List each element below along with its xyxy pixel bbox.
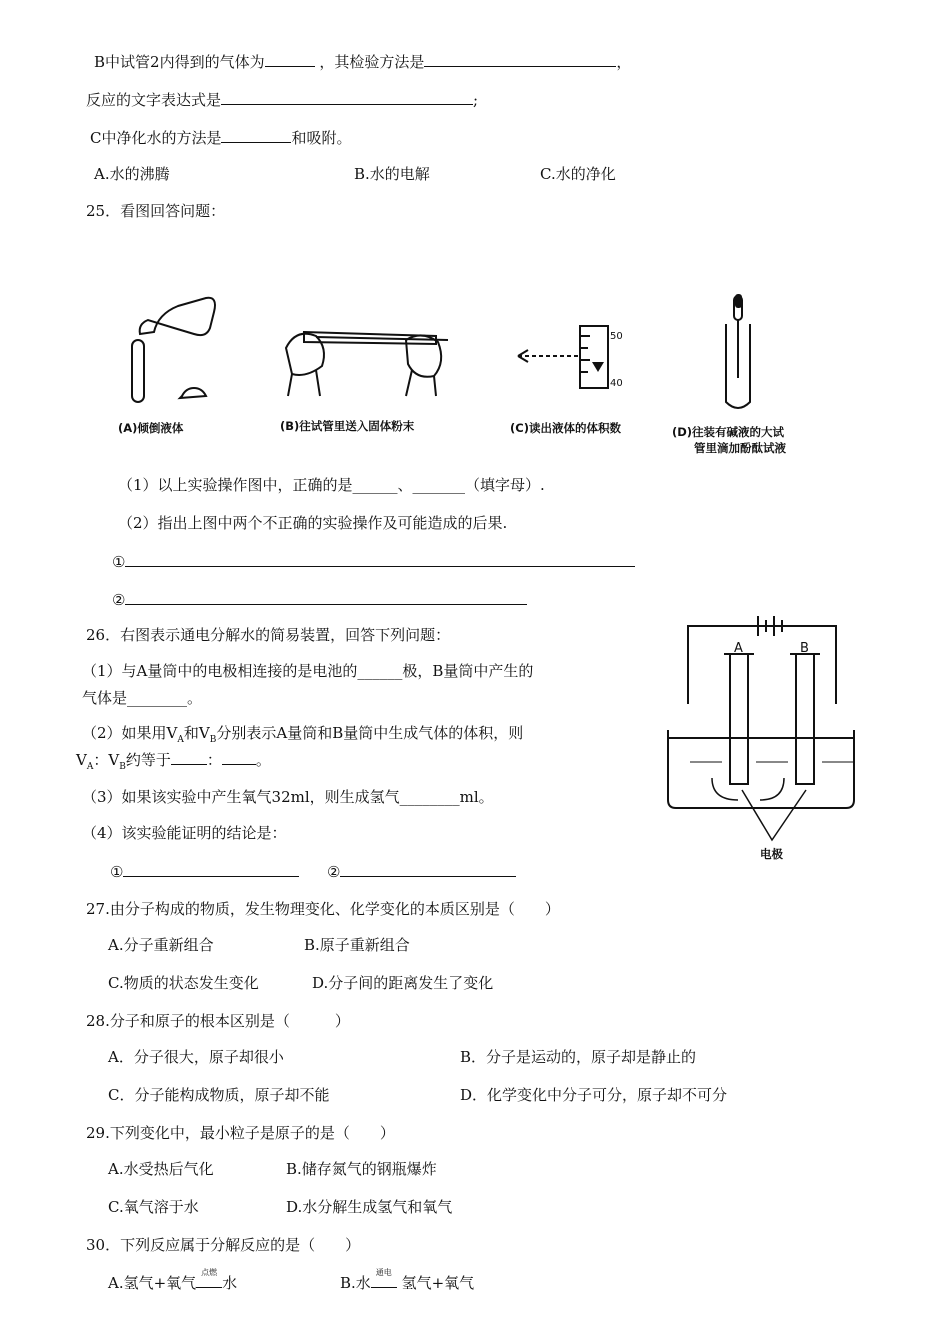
q30-option-b: B.水 通电 氢气+氧气 [340, 1268, 475, 1292]
q24-option-a: A.水的沸腾 [94, 165, 170, 183]
q29-option-b: B.储存氮气的钢瓶爆炸 [286, 1160, 437, 1178]
caption-d-line2: 管里滴加酚酞试液 [694, 441, 786, 455]
scale-50: 50 [610, 331, 623, 342]
wrist-lines [288, 370, 436, 396]
q29-option-d: D.水分解生成氢气和氧气 [286, 1198, 453, 1216]
q25-sub1: （1）以上实验操作图中，正确的是______、_______（填字母）. [118, 476, 545, 494]
answer-blank[interactable] [265, 50, 315, 67]
cylinder-b-shape [796, 654, 814, 784]
answer-blank[interactable] [171, 748, 207, 765]
answer-blank[interactable] [125, 550, 635, 567]
label-b: B [800, 641, 809, 656]
meniscus-marker [592, 362, 604, 372]
answer-blank[interactable] [123, 860, 299, 877]
reaction-condition: 通电 [371, 1272, 397, 1294]
caption-a: (A)倾倒液体 [118, 421, 184, 435]
q30-option-a: A.氢气+氧气 点燃 水 [108, 1268, 238, 1292]
q25-title: 25．看图回答问题： [86, 202, 226, 220]
q27-option-d: D.分子间的距离发生了变化 [312, 974, 494, 992]
q26-sub2a: （2）如果用$V_A$和$V_B$分别表示A量筒和B量筒中生成气体的体积，则 [82, 724, 524, 745]
caption-b: (B)往试管里送入固体粉末 [280, 419, 415, 433]
q27-title: 27.由分子构成的物质，发生物理变化、化学变化的本质区别是（ ） [86, 900, 560, 918]
figure-adding-powder [276, 318, 466, 438]
reagent-bottle-shape [140, 298, 215, 335]
q28-option-c: C．分子能构成物质，原子却不能 [108, 1086, 330, 1104]
q27-option-b: B.原子重新组合 [304, 936, 410, 954]
q26-conclusion-row: ① ② [110, 860, 516, 883]
q30-title: 30．下列反应属于分解反应的是（ ） [86, 1236, 361, 1254]
q24-line2: 反应的文字表达式是 ; [86, 88, 478, 111]
scale-40: 40 [610, 378, 623, 389]
answer-blank[interactable] [424, 50, 616, 67]
figure-adding-indicator [670, 284, 810, 459]
answer-blank[interactable] [340, 860, 516, 877]
label-a: A [734, 641, 743, 656]
q29-title: 29.下列变化中，最小粒子是原子的是（ ） [86, 1124, 395, 1142]
q26-sub4: （4）该实验能证明的结论是： [82, 824, 287, 842]
q25-sub2: （2）指出上图中两个不正确的实验操作及可能造成的后果. [118, 514, 508, 532]
q29-option-c: C.氧气溶于水 [108, 1198, 199, 1216]
q26-sub1a: （1）与A量筒中的电极相连接的是电池的______极，B量筒中产生的 [82, 662, 534, 680]
answer-blank[interactable] [221, 126, 291, 143]
q24-line1: B中试管2内得到的气体为 ，其检验方法是 ， [94, 50, 631, 73]
bottle-stopper-shape [180, 388, 206, 398]
q24-option-c: C.水的净化 [540, 165, 616, 183]
water-trough-shape [668, 730, 854, 808]
q28-option-b: B．分子是运动的，原子却是静止的 [460, 1048, 697, 1066]
q28-title: 28.分子和原子的根本区别是（ ） [86, 1012, 350, 1030]
q25-blank1-row: ① [112, 550, 635, 573]
q26-sub3: （3）如果该实验中产生氧气32ml，则生成氢气________ml。 [82, 788, 494, 806]
q27-option-a: A.分子重新组合 [108, 936, 214, 954]
q28-option-d: D．化学变化中分子可分，原子却不可分 [460, 1086, 728, 1104]
cylinder-a-shape [730, 654, 748, 784]
test-tube-shape [132, 340, 144, 402]
figure-reading-volume [510, 326, 655, 438]
answer-blank[interactable] [222, 748, 256, 765]
figure-pouring-liquid [118, 292, 228, 435]
caption-c: (C)读出液体的体积数 [510, 421, 621, 435]
q24-line3: C中净化水的方法是 和吸附。 [90, 126, 352, 149]
q24-option-b: B.水的电解 [354, 165, 430, 183]
answer-blank[interactable] [125, 588, 527, 605]
q25-blank2-row: ② [112, 588, 527, 611]
q26-sub2b: $V_A$：$V_B$约等于 ： 。 [76, 748, 271, 778]
q29-option-a: A.水受热后气化 [108, 1160, 214, 1178]
q28-option-a: A．分子很大，原子却很小 [108, 1048, 284, 1066]
caption-d-line1: (D)往装有碱液的大试 [672, 425, 785, 439]
figure-electrolysis-apparatus [660, 612, 860, 862]
label-electrode: 电极 [760, 847, 783, 861]
q26-sub1b: 气体是________。 [82, 689, 203, 707]
reaction-condition: 点燃 [196, 1272, 222, 1294]
answer-blank[interactable] [221, 88, 473, 105]
q26-title: 26．右图表示通电分解水的简易装置，回答下列问题： [86, 626, 451, 644]
q27-option-c: C.物质的状态发生变化 [108, 974, 259, 992]
